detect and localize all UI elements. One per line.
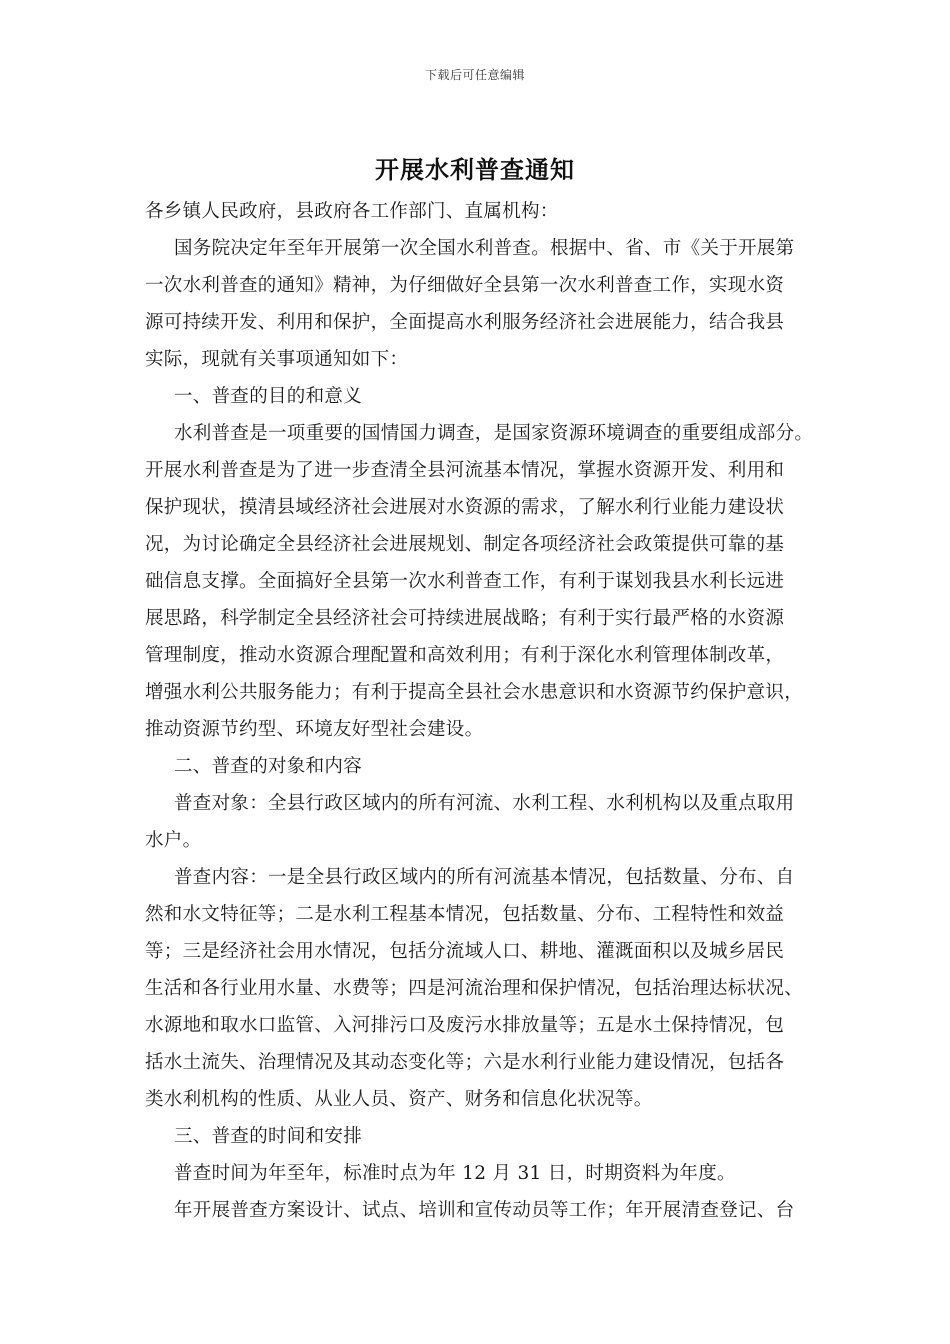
body-line: 推动资源节约型、环境友好型社会建设。 xyxy=(145,719,484,740)
body-line: 一、普查的目的和意义 xyxy=(174,386,363,407)
body-line: 括水土流失、治理情况及其动态变化等；六是水利行业能力建设情况，包括各 xyxy=(145,1052,785,1073)
body-line: 展思路，科学制定全县经济社会可持续进展战略；有利于实行最严格的水资源 xyxy=(145,608,785,629)
body-line: 增强水利公共服务能力；有利于提高全县社会水患意识和水资源节约保护意识， xyxy=(145,682,804,703)
body-line: 普查时间为年至年，标准时点为年 12 月 31 日，时期资料为年度。 xyxy=(174,1163,736,1184)
body-line: 三、普查的时间和安排 xyxy=(174,1126,363,1147)
body-line: 等；三是经济社会用水情况，包括分流域人口、耕地、灌溉面积以及城乡居民 xyxy=(145,941,785,962)
body-line: 况，为讨论确定全县经济社会进展规划、制定各项经济社会政策提供可靠的基 xyxy=(145,534,785,555)
body-line: 各乡镇人民政府，县政府各工作部门、直属机构： xyxy=(145,201,559,222)
body-line: 开展水利普查是为了进一步查清全县河流基本情况，掌握水资源开发、利用和 xyxy=(145,460,785,481)
body-line: 保护现状，摸清县域经济社会进展对水资源的需求，了解水利行业能力建设状 xyxy=(145,497,785,518)
body-line: 水户。 xyxy=(145,830,202,851)
body-line: 一次水利普查的通知》精神，为仔细做好全县第一次水利普查工作，实现水资 xyxy=(145,275,785,296)
body-line: 类水利机构的性质、从业人员、资产、财务和信息化状况等。 xyxy=(145,1089,653,1110)
body-line: 水源地和取水口监管、入河排污口及废污水排放量等；五是水土保持情况，包 xyxy=(145,1015,785,1036)
body-line: 国务院决定年至年开展第一次全国水利普查。根据中、省、市《关于开展第 xyxy=(174,238,795,259)
body-line: 二、普查的对象和内容 xyxy=(174,756,363,777)
body-line: 生活和各行业用水量、水费等；四是河流治理和保护情况，包括治理达标状况、 xyxy=(145,978,804,999)
document-title: 开展水利普查通知 xyxy=(375,155,575,184)
body-line: 管理制度，推动水资源合理配置和高效利用；有利于深化水利管理体制改革， xyxy=(145,645,785,666)
body-line: 然和水文特征等；二是水利工程基本情况，包括数量、分布、工程特性和效益 xyxy=(145,904,785,925)
body-line: 础信息支撑。全面搞好全县第一次水利普查工作，有利于谋划我县水利长远进 xyxy=(145,571,785,592)
body-line: 实际，现就有关事项通知如下： xyxy=(145,349,409,370)
body-line: 源可持续开发、利用和保护，全面提高水利服务经济社会进展能力，结合我县 xyxy=(145,312,785,333)
body-line: 普查对象：全县行政区域内的所有河流、水利工程、水利机构以及重点取用 xyxy=(174,793,795,814)
download-note: 下载后可任意编辑 xyxy=(424,68,525,82)
body-line: 普查内容：一是全县行政区域内的所有河流基本情况，包括数量、分布、自 xyxy=(174,867,795,888)
body-line: 水利普查是一项重要的国情国力调查，是国家资源环境调查的重要组成部分。 xyxy=(174,423,814,444)
document-body xyxy=(145,193,817,1229)
body-line: 年开展普查方案设计、试点、培训和宣传动员等工作；年开展清查登记、台 xyxy=(174,1200,795,1221)
